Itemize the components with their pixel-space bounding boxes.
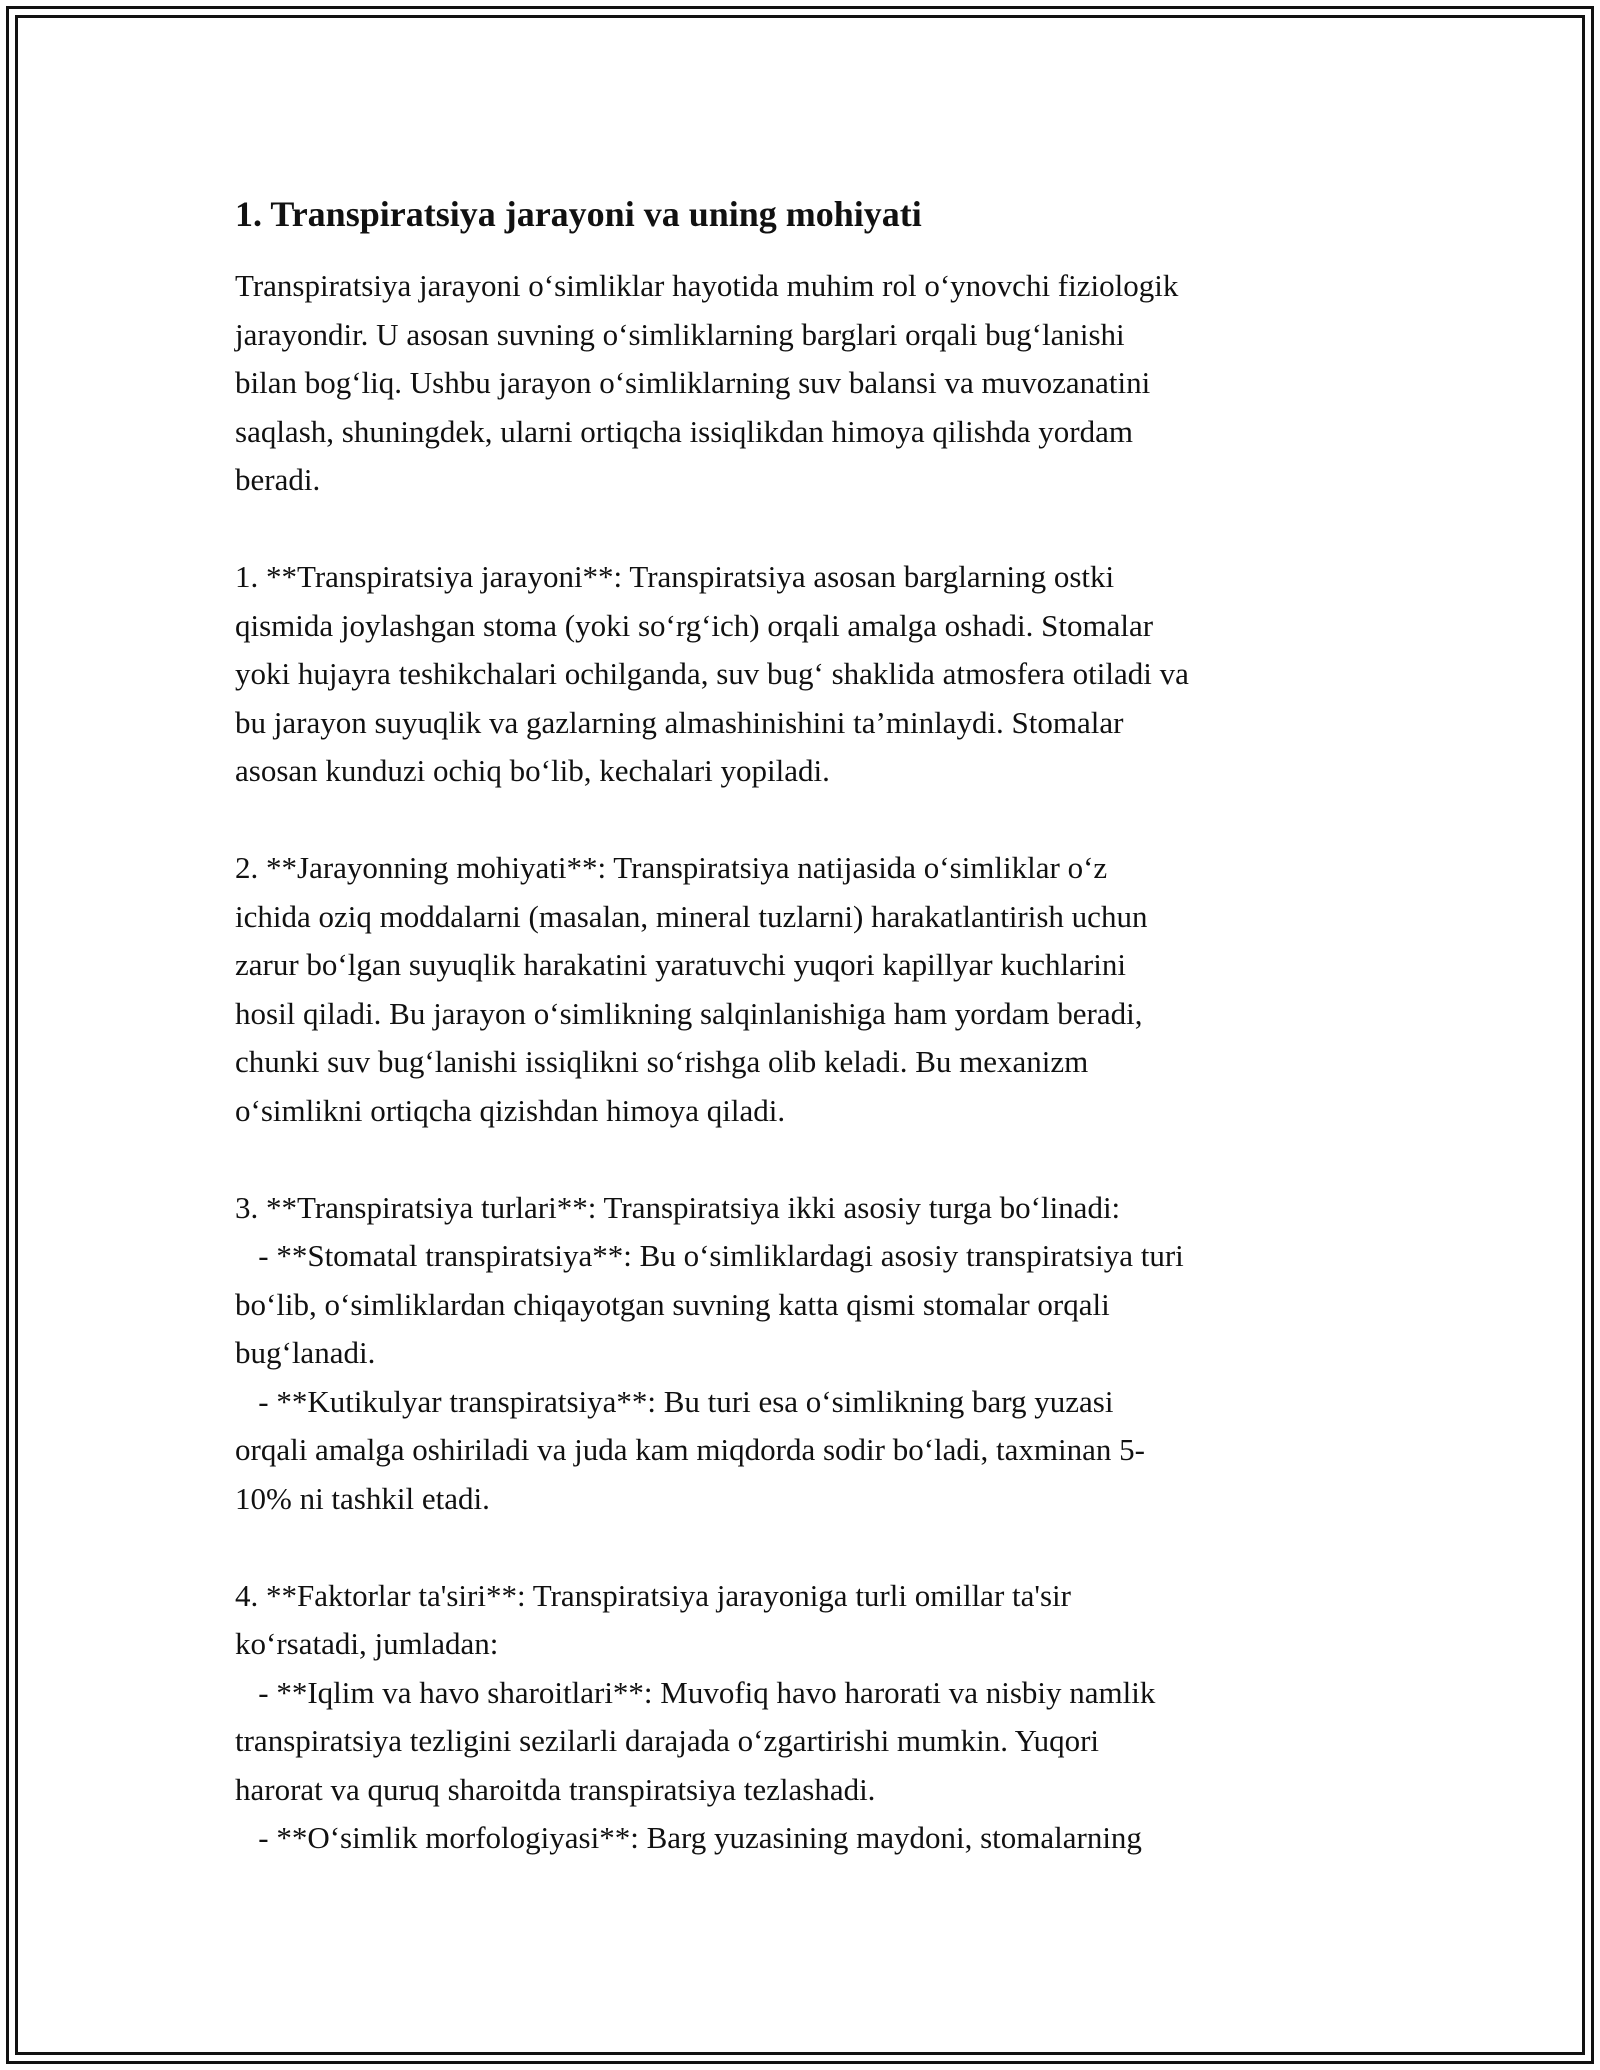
section-3-paragraph	[235, 1184, 1380, 1524]
text-line: chunki suv bug‘lanishi issiqlikni so‘rishga olib keladi. Bu mexanizm	[235, 1044, 1089, 1079]
text-line: - **Kutikulyar transpiratsiya**: Bu turi esa o‘simlikning barg yuzasi	[235, 1383, 1114, 1419]
text-line: Transpiratsiya jarayoni o‘simliklar hayotida muhim rol o‘ynovchi fiziologik	[235, 268, 1179, 303]
text-line: 1. **Transpiratsiya jarayoni**: Transpiratsiya asosan barglarning ostki	[235, 559, 1115, 594]
text-line: - **Stomatal transpiratsiya**: Bu o‘simliklardagi asosiy transpiratsiya turi	[235, 1238, 1184, 1273]
text-line: bilan bog‘liq. Ushbu jarayon o‘simliklarning suv balansi va muvozanatini	[235, 365, 1151, 400]
text-line: o‘simlikni ortiqcha qizishdan himoya qiladi.	[235, 1092, 786, 1128]
text-line: hosil qiladi. Bu jarayon o‘simlikning salqinlanishiga ham yordam beradi,	[235, 995, 1143, 1031]
text-line: 3. **Transpiratsiya turlari**: Transpiratsiya ikki asosiy turga bo‘linadi:	[235, 1189, 1121, 1225]
text-line: jarayondir. U asosan suvning o‘simliklarning barglari orqali bug‘lanishi	[235, 316, 1125, 352]
text-line: - **O‘simlik morfologiyasi**: Barg yuzasining maydoni, stomalarning	[235, 1820, 1142, 1855]
text-line: orqali amalga oshiriladi va juda kam miqdorda sodir bo‘ladi, taxminan 5-	[235, 1432, 1145, 1467]
text-line: asosan kunduzi ochiq bo‘lib, kechalari yopiladi.	[235, 753, 830, 788]
text-line: ichida oziq moddalarni (masalan, mineral tuzlarni) harakatlantirish uchun	[235, 898, 1148, 934]
text-line: harorat va quruq sharoitda transpiratsiya tezlashadi.	[235, 1771, 876, 1807]
text-line: bu jarayon suyuqlik va gazlarning almashinishini ta’minlaydi. Stomalar	[235, 704, 1124, 740]
text-line: bo‘lib, o‘simliklardan chiqayotgan suvning katta qismi stomalar orqali	[235, 1286, 1110, 1322]
text-line: 2. **Jarayonning mohiyati**: Transpiratsiya natijasida o‘simliklar o‘z	[235, 850, 1108, 885]
document-body	[235, 190, 1380, 1863]
intro-paragraph	[235, 262, 1380, 505]
section-2-paragraph	[235, 844, 1380, 1135]
text-line: ko‘rsatadi, jumladan:	[235, 1626, 499, 1661]
text-line: qismida joylashgan stoma (yoki so‘rg‘ich) orqali amalga oshadi. Stomalar	[235, 607, 1154, 643]
paragraph-gap	[235, 505, 1380, 554]
section-1-paragraph	[235, 553, 1380, 796]
text-line: - **Iqlim va havo sharoitlari**: Muvofiq havo harorati va nisbiy namlik	[235, 1674, 1156, 1710]
text-line: transpiratsiya tezligini sezilarli darajada o‘zgartirishi mumkin. Yuqori	[235, 1723, 1100, 1758]
text-line: saqlash, shuningdek, ularni ortiqcha issiqlikdan himoya qilishda yordam	[235, 413, 1134, 449]
paragraph-gap	[235, 1135, 1380, 1184]
text-line: beradi.	[235, 462, 321, 497]
text-line: bug‘lanadi.	[235, 1335, 376, 1370]
text-line: 10% ni tashkil etadi.	[235, 1480, 490, 1516]
paragraph-gap	[235, 796, 1380, 845]
document-title: 1. Transpiratsiya jarayoni va uning mohiyati	[235, 194, 922, 234]
text-line: zarur bo‘lgan suyuqlik harakatini yaratuvchi yuqori kapillyar kuchlarini	[235, 947, 1126, 982]
paragraph-gap	[235, 1523, 1380, 1572]
section-4-paragraph	[235, 1572, 1380, 1863]
text-line: 4. **Faktorlar ta'siri**: Transpiratsiya jarayoniga turli omillar ta'sir	[235, 1577, 1071, 1613]
text-line: yoki hujayra teshikchalari ochilganda, suv bug‘ shaklida atmosfera otiladi va	[235, 656, 1189, 691]
